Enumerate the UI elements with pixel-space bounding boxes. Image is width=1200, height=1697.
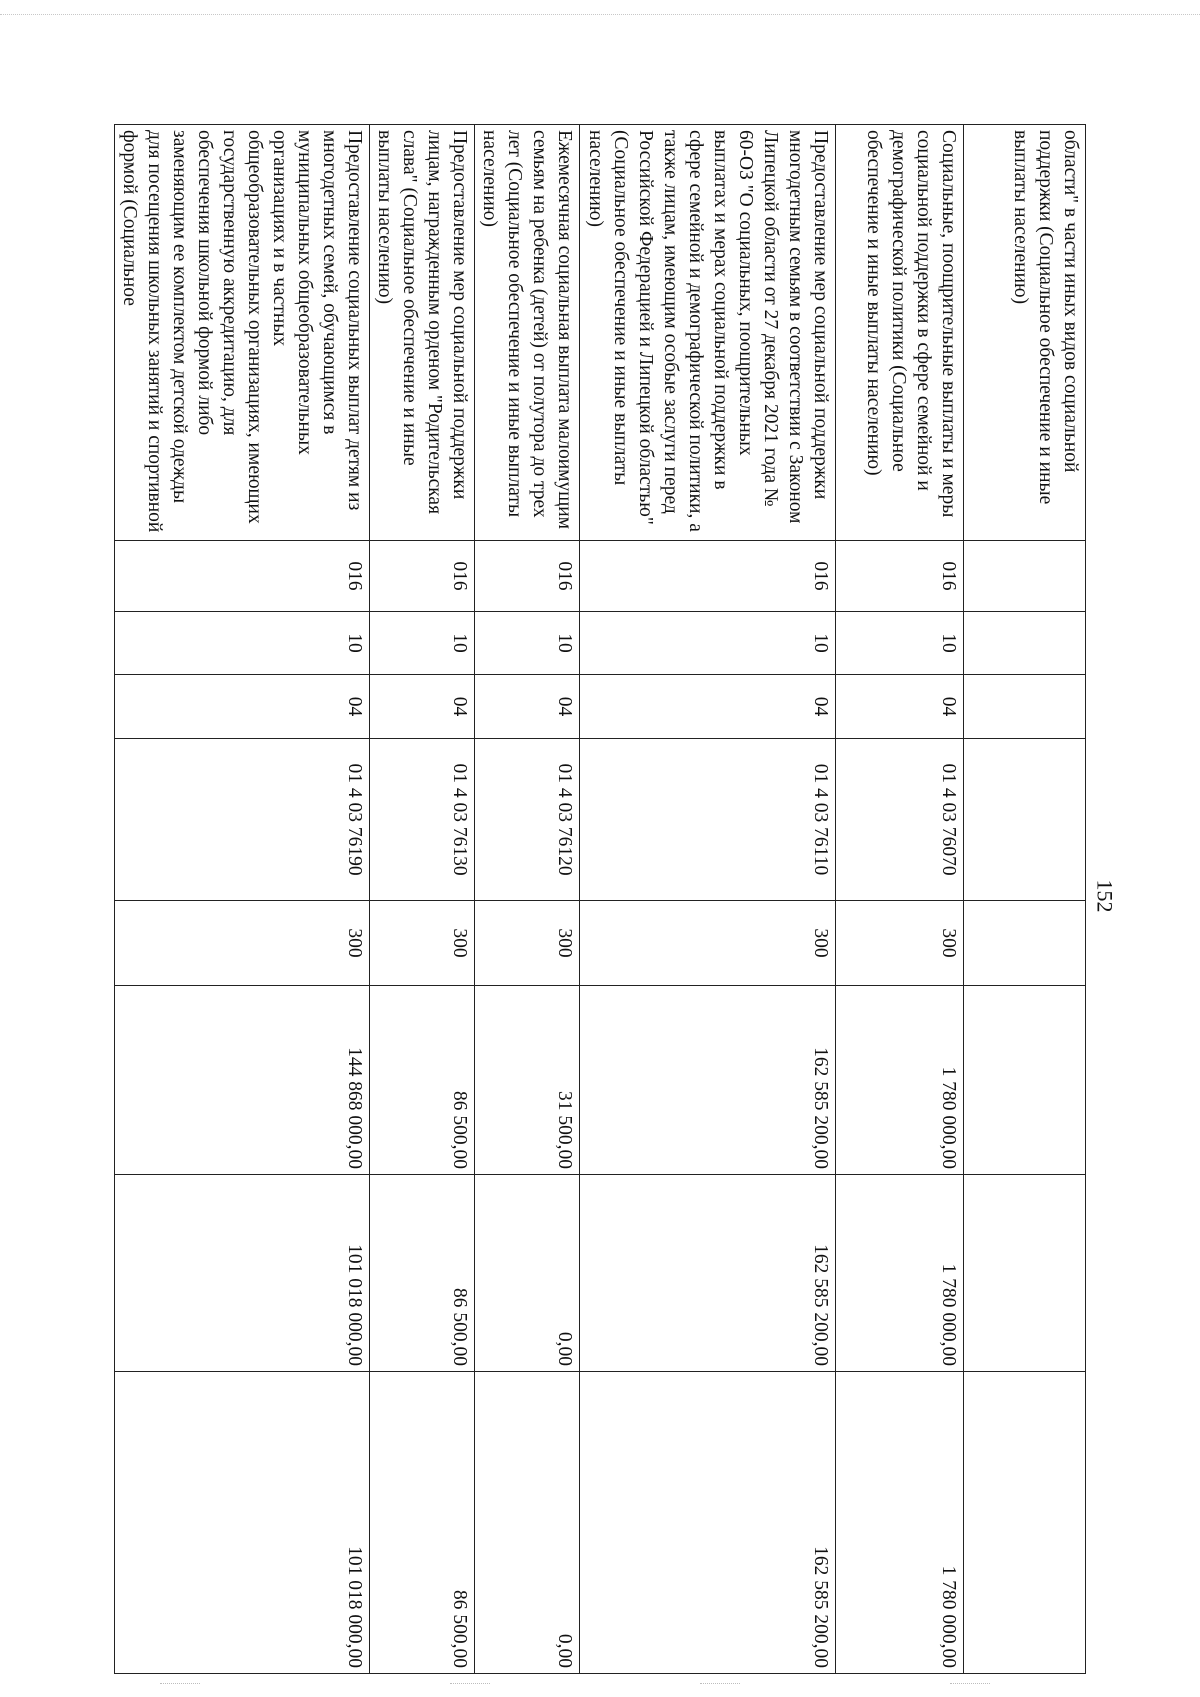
table-row: [475, 125, 580, 1674]
grbs-cell: 016: [370, 541, 475, 612]
sum-year-2-cell: 86 500,00: [370, 1175, 475, 1372]
sum-year-3-cell: 86 500,00: [370, 1372, 475, 1674]
row-name-cell: Предоставление социальных выплат детям из многодетных семей, обучающимся в муниципальных общеобразовательных организациях и в частных общеобразовательных организациях, имеющих государственную аккредитацию, для обеспечения школьной формой либо заменяющим ее комплектом детской одежды для посещения школьных занятий и спортивной формой (Социальное: [115, 125, 370, 541]
scan-edge-line: [0, 14, 1200, 15]
expense-type-cell: 300: [475, 901, 580, 986]
table-row: [964, 125, 1086, 1674]
razdel-cell: 10: [115, 612, 370, 675]
table-row: [370, 125, 475, 1674]
podrazdel-cell: 04: [836, 675, 964, 739]
sum-year-2-cell: 1 780 000,00: [836, 1175, 964, 1372]
grbs-cell: 016: [836, 541, 964, 612]
sum-year-3-cell: 162 585 200,00: [580, 1372, 836, 1674]
sum-year-1-cell: [964, 986, 1086, 1175]
sum-year-1-cell: 86 500,00: [370, 986, 475, 1175]
sum-year-1-cell: 1 780 000,00: [836, 986, 964, 1175]
razdel-cell: [964, 612, 1086, 675]
scan-footer-mark: [950, 1683, 990, 1690]
row-name-cell: Предоставление мер социальной поддержки многодетным семьям в соответствии с Законом Липецкой области от 27 декабря 2021 года № 60-ОЗ "О социальных, поощрительных выплатах и мерах социальной поддержки в сфере семейной и демографической политики, а также лицам, имеющим особые заслуги перед Российской Федерацией и Липецкой областью" (Социальное обеспечение и иные выплаты населению): [580, 125, 836, 541]
target-article-cell: 01 4 03 76130: [370, 739, 475, 901]
table-row: [836, 125, 964, 1674]
podrazdel-cell: 04: [370, 675, 475, 739]
budget-table: [114, 124, 1086, 1674]
expense-type-cell: 300: [836, 901, 964, 986]
scan-footer-mark: [450, 1683, 490, 1690]
sum-year-2-cell: 162 585 200,00: [580, 1175, 836, 1372]
sum-year-3-cell: [964, 1372, 1086, 1674]
table-row: [115, 125, 370, 1674]
table-row: [580, 125, 836, 1674]
grbs-cell: 016: [115, 541, 370, 612]
sum-year-3-cell: 101 018 000,00: [115, 1372, 370, 1674]
rotated-page-content: [119, 124, 1086, 1673]
row-name-cell: области" в части иных видов социальной поддержки (Социальное обеспечение и иные выплаты населению): [964, 125, 1086, 541]
grbs-cell: 016: [475, 541, 580, 612]
target-article-cell: 01 4 03 76070: [836, 739, 964, 901]
grbs-cell: 016: [580, 541, 836, 612]
sum-year-3-cell: 0,00: [475, 1372, 580, 1674]
expense-type-cell: [964, 901, 1086, 986]
razdel-cell: 10: [836, 612, 964, 675]
scan-footer-mark: [160, 1683, 200, 1690]
scan-footer-mark: [700, 1683, 740, 1690]
grbs-cell: [964, 541, 1086, 612]
page-number: 152: [1092, 879, 1118, 913]
expense-type-cell: 300: [115, 901, 370, 986]
target-article-cell: [964, 739, 1086, 901]
sum-year-2-cell: [964, 1175, 1086, 1372]
row-name-cell: Социальные, поощрительные выплаты и меры социальной поддержки в сфере семейной и демографической политики (Социальное обеспечение и иные выплаты населению): [836, 125, 964, 541]
sum-year-1-cell: 144 868 000,00: [115, 986, 370, 1175]
podrazdel-cell: [964, 675, 1086, 739]
target-article-cell: 01 4 03 76190: [115, 739, 370, 901]
razdel-cell: 10: [370, 612, 475, 675]
sum-year-2-cell: 0,00: [475, 1175, 580, 1372]
sum-year-2-cell: 101 018 000,00: [115, 1175, 370, 1372]
row-name-cell: Ежемесячная социальная выплата малоимущим семьям на ребенка (детей) от полутора до трех лет (Социальное обеспечение и иные выплаты населению): [475, 125, 580, 541]
expense-type-cell: 300: [370, 901, 475, 986]
expense-type-cell: 300: [580, 901, 836, 986]
row-name-cell: Предоставление мер социальной поддержки лицам, награжденным орденом "Родительская слава" (Социальное обеспечение и иные выплаты населению): [370, 125, 475, 541]
sum-year-1-cell: 31 500,00: [475, 986, 580, 1175]
razdel-cell: 10: [475, 612, 580, 675]
target-article-cell: 01 4 03 76110: [580, 739, 836, 901]
podrazdel-cell: 04: [580, 675, 836, 739]
target-article-cell: 01 4 03 76120: [475, 739, 580, 901]
podrazdel-cell: 04: [115, 675, 370, 739]
sum-year-3-cell: 1 780 000,00: [836, 1372, 964, 1674]
sum-year-1-cell: 162 585 200,00: [580, 986, 836, 1175]
podrazdel-cell: 04: [475, 675, 580, 739]
razdel-cell: 10: [580, 612, 836, 675]
